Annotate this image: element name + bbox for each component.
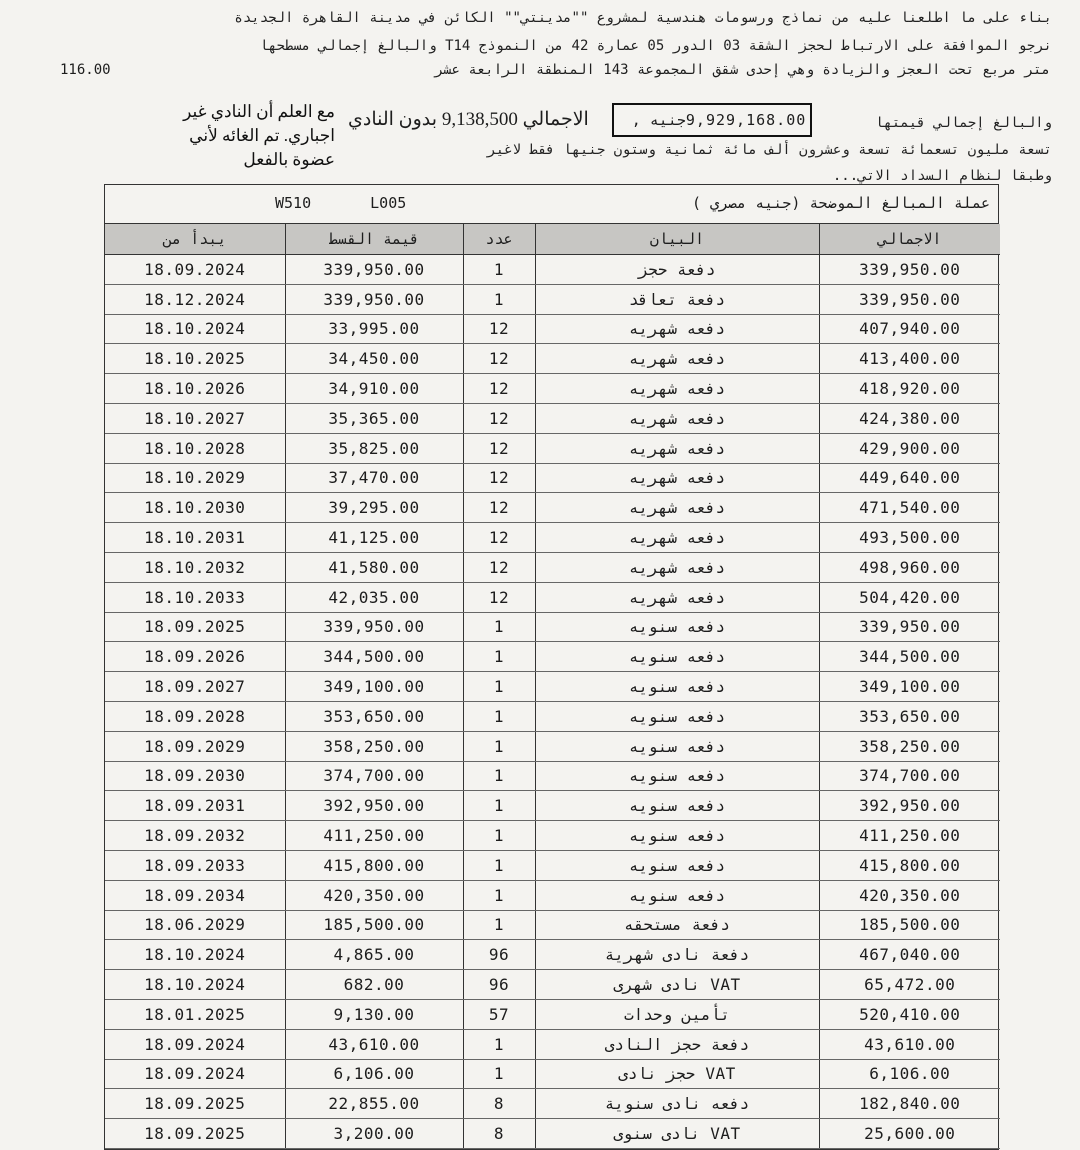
table-row	[105, 821, 1000, 851]
cell-count: 1	[463, 255, 535, 285]
cell-total: 349,100.00	[819, 672, 1000, 702]
cell-date: 18.09.2024	[105, 1029, 285, 1059]
table-row	[105, 1029, 1000, 1059]
cell-count: 12	[463, 523, 535, 553]
intro-line-6: وطبقا لنظام السداد الاتي...	[832, 168, 1052, 184]
cell-total: 418,920.00	[819, 374, 1000, 404]
cell-total: 43,610.00	[819, 1029, 1000, 1059]
cell-total: 493,500.00	[819, 523, 1000, 553]
cell-total: 504,420.00	[819, 582, 1000, 612]
cell-description: دفعه شهريه	[535, 403, 819, 433]
cell-description: دفعه شهريه	[535, 523, 819, 553]
cell-total: 413,400.00	[819, 344, 1000, 374]
cell-installment: 34,910.00	[285, 374, 463, 404]
handwritten-note: مع العلم أن النادي غير اجباري. تم الغائه لأني عضوة بالفعل	[183, 102, 335, 169]
table-row	[105, 463, 1000, 493]
cell-installment: 43,610.00	[285, 1029, 463, 1059]
cell-date: 18.10.2027	[105, 403, 285, 433]
cell-total: 353,650.00	[819, 701, 1000, 731]
table-row	[105, 374, 1000, 404]
cell-count: 1	[463, 1059, 535, 1089]
cell-installment: 392,950.00	[285, 791, 463, 821]
payment-schedule-table	[104, 184, 999, 1150]
cell-installment: 344,500.00	[285, 642, 463, 672]
table-row	[105, 403, 1000, 433]
cell-installment: 339,950.00	[285, 284, 463, 314]
cell-description: دفعه شهريه	[535, 433, 819, 463]
currency-word: جنيه ,	[631, 111, 686, 129]
cell-count: 12	[463, 493, 535, 523]
total-label: والبالغ إجمالي قيمتها	[874, 115, 1052, 131]
cell-date: 18.10.2024	[105, 970, 285, 1000]
schedule-grid	[105, 224, 1000, 1149]
cell-count: 12	[463, 433, 535, 463]
cell-date: 18.12.2024	[105, 284, 285, 314]
cell-date: 18.10.2033	[105, 582, 285, 612]
cell-installment: 339,950.00	[285, 612, 463, 642]
cell-count: 96	[463, 940, 535, 970]
cell-installment: 411,250.00	[285, 821, 463, 851]
table-row	[105, 791, 1000, 821]
cell-description: دفعة نادى شهرية	[535, 940, 819, 970]
cell-installment: 37,470.00	[285, 463, 463, 493]
table-row	[105, 910, 1000, 940]
cell-count: 57	[463, 999, 535, 1029]
cell-installment: 39,295.00	[285, 493, 463, 523]
cell-installment: 35,365.00	[285, 403, 463, 433]
table-row	[105, 284, 1000, 314]
intro-line-2: نرجو الموافقة على الارتباط لحجز الشقة 03 الدور 05 عمارة 42 من النموذج T14 والبالغ إجمالي مسطحها	[259, 38, 1052, 54]
cell-installment: 42,035.00	[285, 582, 463, 612]
cell-installment: 33,995.00	[285, 314, 463, 344]
total-amount: 9,929,168.00	[685, 111, 807, 129]
cell-count: 1	[463, 910, 535, 940]
cell-total: 6,106.00	[819, 1059, 1000, 1089]
header-start-date: يبدأ من	[105, 224, 285, 255]
intro-line-3-text: متر مربع تحت العجز والزيادة وهي إحدى شقق المجموعة 143 المنطقة الرابعة عشر	[434, 62, 1050, 78]
cell-description: دفعه سنويه	[535, 731, 819, 761]
header-total: الاجمالي	[819, 224, 1000, 255]
cell-date: 18.09.2029	[105, 731, 285, 761]
cell-total: 415,800.00	[819, 850, 1000, 880]
cell-date: 18.09.2030	[105, 761, 285, 791]
header-description: البيان	[535, 224, 819, 255]
cell-installment: 185,500.00	[285, 910, 463, 940]
table-row	[105, 850, 1000, 880]
cell-total: 392,950.00	[819, 791, 1000, 821]
table-row	[105, 314, 1000, 344]
cell-total: 424,380.00	[819, 403, 1000, 433]
cell-date: 18.01.2025	[105, 999, 285, 1029]
cell-total: 449,640.00	[819, 463, 1000, 493]
cell-description: دفعه شهريه	[535, 314, 819, 344]
cell-description: دفعه سنويه	[535, 612, 819, 642]
cell-count: 1	[463, 850, 535, 880]
cell-total: 471,540.00	[819, 493, 1000, 523]
cell-count: 12	[463, 582, 535, 612]
cell-date: 18.09.2032	[105, 821, 285, 851]
cell-installment: 358,250.00	[285, 731, 463, 761]
unit-codes: W510 L005	[275, 194, 407, 212]
cell-count: 1	[463, 791, 535, 821]
cell-installment: 682.00	[285, 970, 463, 1000]
cell-date: 18.10.2032	[105, 552, 285, 582]
cell-total: 429,900.00	[819, 433, 1000, 463]
table-row	[105, 1119, 1000, 1149]
table-body	[105, 255, 1000, 1149]
cell-count: 12	[463, 403, 535, 433]
cell-date: 18.09.2027	[105, 672, 285, 702]
cell-total: 374,700.00	[819, 761, 1000, 791]
cell-description: دفعه سنويه	[535, 672, 819, 702]
cell-date: 18.10.2028	[105, 433, 285, 463]
cell-installment: 374,700.00	[285, 761, 463, 791]
cell-total: 358,250.00	[819, 731, 1000, 761]
cell-count: 1	[463, 761, 535, 791]
cell-count: 12	[463, 463, 535, 493]
cell-date: 18.09.2026	[105, 642, 285, 672]
cell-installment: 22,855.00	[285, 1089, 463, 1119]
cell-description: دفعه شهريه	[535, 374, 819, 404]
cell-total: 467,040.00	[819, 940, 1000, 970]
table-row	[105, 880, 1000, 910]
cell-description: دفعه شهريه	[535, 493, 819, 523]
cell-total: 185,500.00	[819, 910, 1000, 940]
cell-total: 407,940.00	[819, 314, 1000, 344]
cell-installment: 349,100.00	[285, 672, 463, 702]
cell-installment: 9,130.00	[285, 999, 463, 1029]
table-row	[105, 255, 1000, 285]
table-row	[105, 642, 1000, 672]
cell-description: دفعه سنويه	[535, 880, 819, 910]
typed-total-without-club: الاجمالي 9,138,500 بدون النادي	[348, 109, 589, 130]
cell-count: 1	[463, 1029, 535, 1059]
total-amount-box	[612, 103, 812, 137]
cell-date: 18.09.2033	[105, 850, 285, 880]
table-row	[105, 1059, 1000, 1089]
cell-installment: 339,950.00	[285, 255, 463, 285]
cell-count: 12	[463, 344, 535, 374]
table-row	[105, 1089, 1000, 1119]
cell-installment: 353,650.00	[285, 701, 463, 731]
table-header-row	[105, 224, 1000, 255]
table-row	[105, 433, 1000, 463]
table-row	[105, 731, 1000, 761]
cell-total: 411,250.00	[819, 821, 1000, 851]
cell-total: 498,960.00	[819, 552, 1000, 582]
cell-date: 18.10.2031	[105, 523, 285, 553]
cell-date: 18.09.2024	[105, 255, 285, 285]
currency-title: عملة المبالغ الموضحة (جنيه مصري )	[691, 194, 990, 212]
cell-total: 339,950.00	[819, 284, 1000, 314]
cell-installment: 3,200.00	[285, 1119, 463, 1149]
cell-count: 1	[463, 731, 535, 761]
cell-description: دفعه سنويه	[535, 791, 819, 821]
cell-installment: 41,125.00	[285, 523, 463, 553]
cell-count: 12	[463, 374, 535, 404]
cell-date: 18.06.2029	[105, 910, 285, 940]
table-row	[105, 999, 1000, 1029]
cell-description: VAT حجز نادى	[535, 1059, 819, 1089]
header-count: عدد	[463, 224, 535, 255]
cell-installment: 4,865.00	[285, 940, 463, 970]
cell-description: دفعة حجز النادى	[535, 1029, 819, 1059]
cell-date: 18.10.2025	[105, 344, 285, 374]
table-row	[105, 672, 1000, 702]
cell-count: 1	[463, 612, 535, 642]
cell-date: 18.09.2034	[105, 880, 285, 910]
cell-date: 18.09.2025	[105, 1119, 285, 1149]
cell-installment: 35,825.00	[285, 433, 463, 463]
cell-description: دفعة حجز	[535, 255, 819, 285]
unit-area: 116.00	[60, 62, 111, 78]
cell-installment: 6,106.00	[285, 1059, 463, 1089]
cell-description: دفعه شهريه	[535, 552, 819, 582]
cell-description: VAT نادى شهرى	[535, 970, 819, 1000]
cell-date: 18.10.2029	[105, 463, 285, 493]
cell-date: 18.10.2024	[105, 940, 285, 970]
cell-description: دفعة تعاقد	[535, 284, 819, 314]
intro-line-4	[875, 115, 1052, 131]
cell-total: 339,950.00	[819, 255, 1000, 285]
cell-count: 1	[463, 672, 535, 702]
cell-total: 339,950.00	[819, 612, 1000, 642]
cell-description: VAT نادى سنوى	[535, 1119, 819, 1149]
table-row	[105, 582, 1000, 612]
cell-date: 18.10.2024	[105, 314, 285, 344]
cell-count: 8	[463, 1119, 535, 1149]
cell-description: دفعه شهريه	[535, 463, 819, 493]
cell-count: 1	[463, 880, 535, 910]
cell-description: دفعه سنويه	[535, 850, 819, 880]
cell-total: 182,840.00	[819, 1089, 1000, 1119]
cell-total: 520,410.00	[819, 999, 1000, 1029]
cell-count: 1	[463, 821, 535, 851]
table-row	[105, 701, 1000, 731]
cell-date: 18.09.2028	[105, 701, 285, 731]
cell-total: 344,500.00	[819, 642, 1000, 672]
cell-description: دفعه سنويه	[535, 761, 819, 791]
cell-date: 18.10.2026	[105, 374, 285, 404]
table-row	[105, 493, 1000, 523]
cell-total: 25,600.00	[819, 1119, 1000, 1149]
intro-line-1: بناء على ما اطلعنا عليه من نماذج ورسومات هندسية لمشروع ""مدينتي"" الكائن في مدينة القاهرة الجديدة	[234, 10, 1052, 26]
cell-description: دفعه سنويه	[535, 701, 819, 731]
cell-total: 65,472.00	[819, 970, 1000, 1000]
table-row	[105, 761, 1000, 791]
cell-description: دفعه شهريه	[535, 344, 819, 374]
cell-date: 18.09.2025	[105, 1089, 285, 1119]
table-row	[105, 970, 1000, 1000]
cell-date: 18.10.2030	[105, 493, 285, 523]
cell-description: دفعه شهريه	[535, 582, 819, 612]
cell-description: دفعه سنويه	[535, 821, 819, 851]
table-row	[105, 344, 1000, 374]
cell-description: دفعة مستحقه	[535, 910, 819, 940]
cell-count: 1	[463, 284, 535, 314]
cell-count: 12	[463, 552, 535, 582]
cell-date: 18.09.2024	[105, 1059, 285, 1089]
cell-count: 12	[463, 314, 535, 344]
header-installment: قيمة القسط	[285, 224, 463, 255]
intro-line-5: تسعة مليون تسعمائة تسعة وعشرون ألف مائة ثمانية وستون جنيها فقط لاغير	[487, 142, 1052, 158]
cell-installment: 420,350.00	[285, 880, 463, 910]
cell-description: دفعه نادى سنوية	[535, 1089, 819, 1119]
cell-total: 420,350.00	[819, 880, 1000, 910]
cell-count: 1	[463, 701, 535, 731]
cell-installment: 415,800.00	[285, 850, 463, 880]
cell-count: 1	[463, 642, 535, 672]
cell-description: دفعه سنويه	[535, 642, 819, 672]
table-row	[105, 523, 1000, 553]
table-row	[105, 940, 1000, 970]
table-row	[105, 552, 1000, 582]
table-caption	[105, 185, 998, 224]
cell-date: 18.09.2025	[105, 612, 285, 642]
table-row	[105, 612, 1000, 642]
intro-line-3	[60, 62, 1050, 78]
cell-description: تأمين وحدات	[535, 999, 819, 1029]
cell-installment: 34,450.00	[285, 344, 463, 374]
cell-count: 8	[463, 1089, 535, 1119]
cell-count: 96	[463, 970, 535, 1000]
cell-date: 18.09.2031	[105, 791, 285, 821]
cell-installment: 41,580.00	[285, 552, 463, 582]
